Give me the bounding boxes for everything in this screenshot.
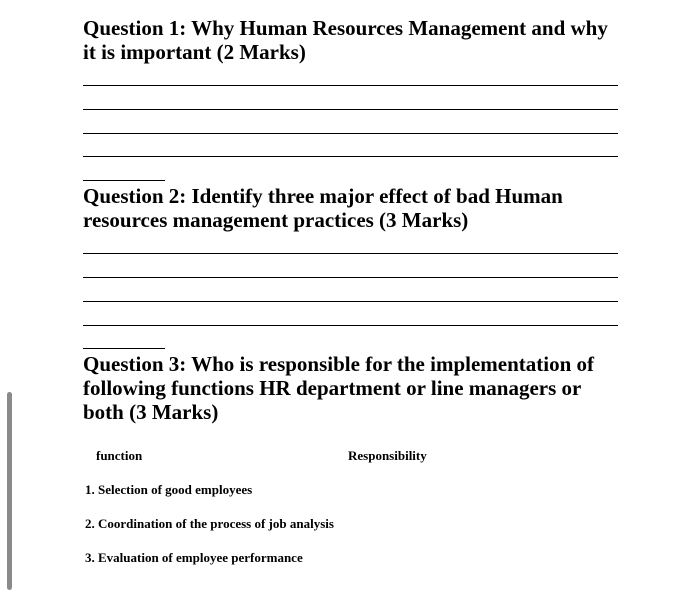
scrollbar[interactable] [7, 392, 12, 590]
question-2-heading: Question 2: Identify three major effect of bad Human resources management practices (3 Marks) [83, 184, 563, 232]
answer-line [83, 133, 618, 134]
table-header-responsibility: Responsibility [348, 448, 427, 463]
answer-line [83, 85, 618, 86]
table-header-function: function [96, 448, 143, 463]
answer-line [83, 156, 618, 157]
table-row: 1. Selection of good employees [85, 482, 253, 497]
answer-line [83, 109, 618, 110]
table-row: 2. Coordination of the process of job analysis [85, 516, 334, 531]
answer-line-short [83, 348, 165, 349]
answer-line [83, 301, 618, 302]
answer-line [83, 325, 618, 326]
answer-line [83, 253, 618, 254]
question-1-heading: Question 1: Why Human Resources Management and why it is important (2 Marks) [83, 16, 608, 64]
answer-line-short [83, 180, 165, 181]
question-3-heading: Question 3: Who is responsible for the implementation of following functions HR department or line managers or both (3 Marks) [83, 352, 595, 424]
table-row: 3. Evaluation of employee performance [85, 550, 303, 565]
answer-line [83, 277, 618, 278]
